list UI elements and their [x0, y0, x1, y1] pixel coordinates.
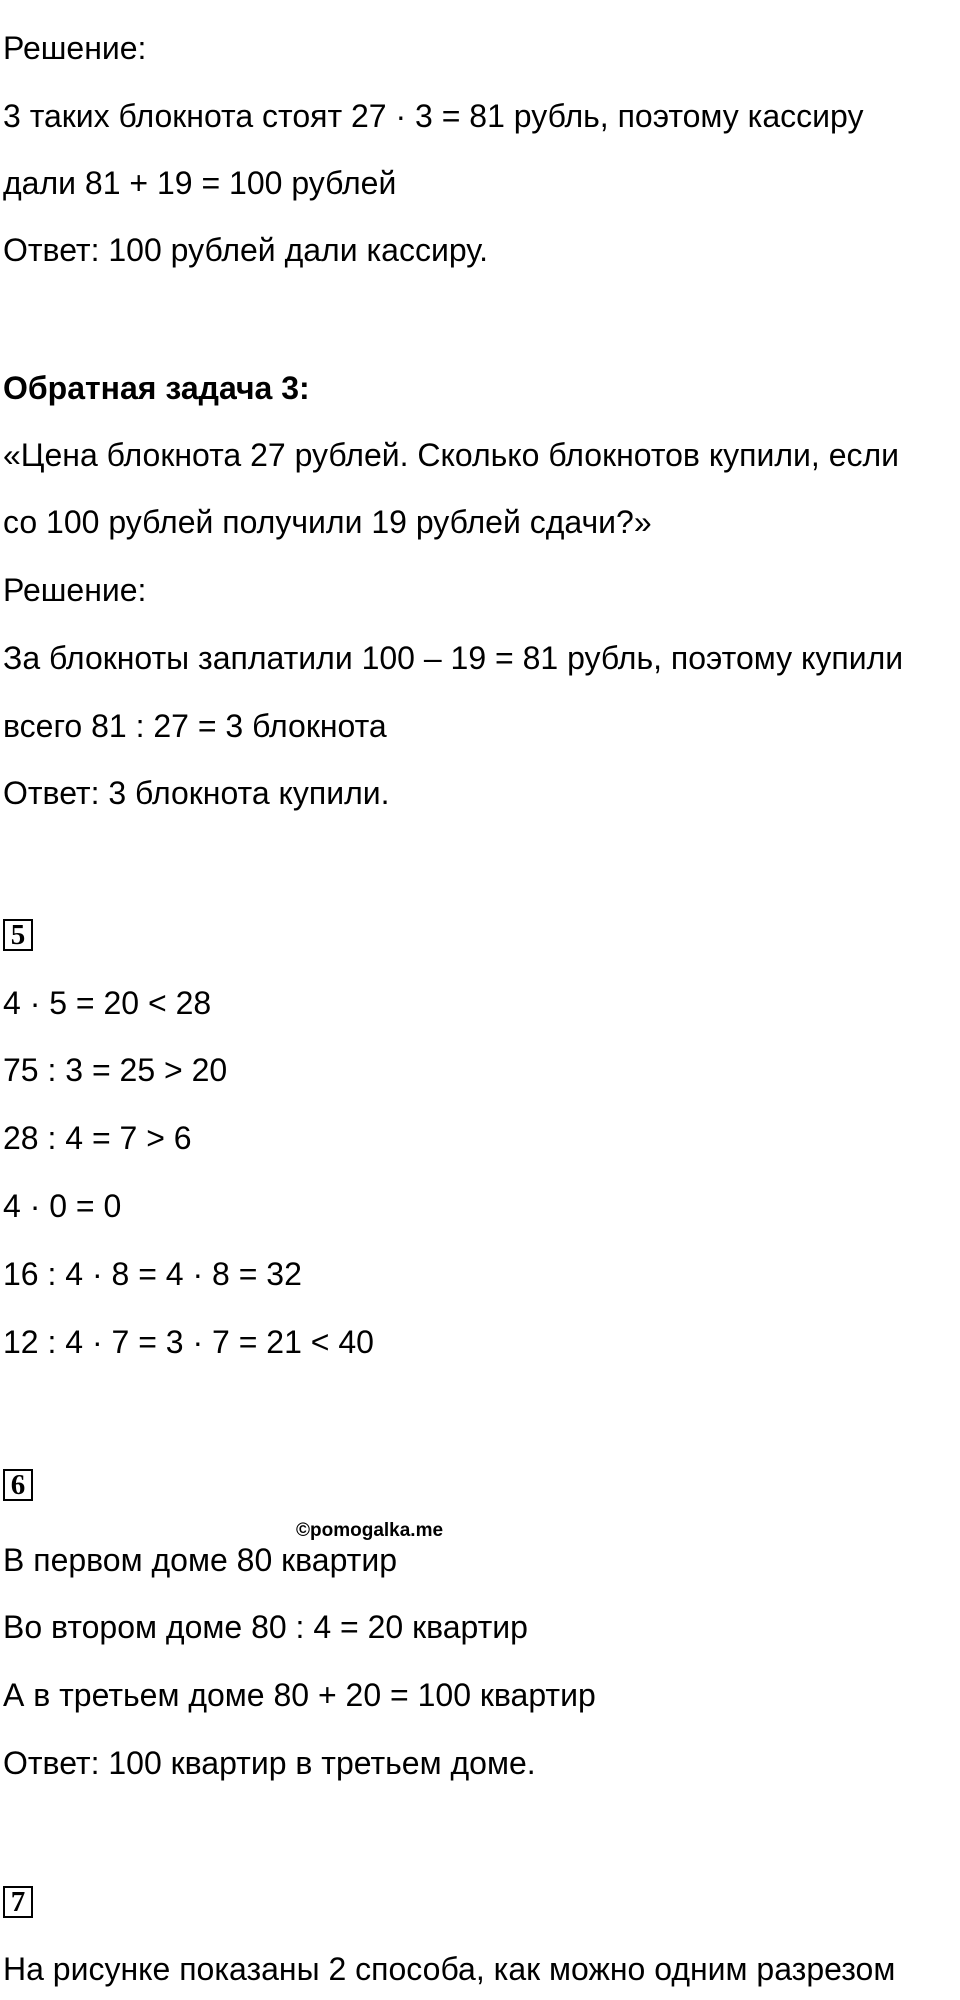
solution-line-2: дали 81 + 19 = 100 рублей: [3, 165, 397, 201]
watermark: ©pomogalka.me: [296, 1520, 444, 1541]
inverse-task-3-title: Обратная задача 3:: [3, 370, 310, 406]
solution-line-1: 3 таких блокнота стоят 27 · 3 = 81 рубль, поэтому кассиру: [3, 98, 864, 134]
task-6-number-box: 6: [3, 1469, 33, 1501]
task-6-line-1: В первом доме 80 квартир: [3, 1542, 397, 1578]
task-5-line-5: 16 : 4 · 8 = 4 · 8 = 32: [3, 1256, 302, 1292]
task-5-line-6: 12 : 4 · 7 = 3 · 7 = 21 < 40: [3, 1324, 374, 1360]
task-6-line-3: А в третьем доме 80 + 20 = 100 квартир: [3, 1677, 596, 1713]
task-5-line-2: 75 : 3 = 25 > 20: [3, 1052, 228, 1088]
inverse-task-3-solution-label: Решение:: [3, 572, 147, 608]
task-5-number-box: 5: [3, 919, 33, 951]
inverse-task-3-solution-line-2: всего 81 : 27 = 3 блокнота: [3, 708, 387, 744]
inverse-task-3-question-line-1: «Цена блокнота 27 рублей. Сколько блокнотов купили, если: [3, 437, 900, 473]
task-7-line-1: На рисунке показаны 2 способа, как можно одним разрезом: [3, 1951, 896, 1987]
inverse-task-3-solution-line-1: За блокноты заплатили 100 – 19 = 81 рубль, поэтому купили: [3, 640, 904, 676]
task-5-line-4: 4 · 0 = 0: [3, 1188, 122, 1224]
inverse-task-3-question-line-2: со 100 рублей получили 19 рублей сдачи?»: [3, 504, 652, 540]
task-5-line-3: 28 : 4 = 7 > 6: [3, 1120, 192, 1156]
task-6-line-2: Во втором доме 80 : 4 = 20 квартир: [3, 1609, 528, 1645]
solution-answer: Ответ: 100 рублей дали кассиру.: [3, 232, 488, 268]
inverse-task-3-answer: Ответ: 3 блокнота купили.: [3, 775, 390, 811]
task-6-line-4: Ответ: 100 квартир в третьем доме.: [3, 1745, 536, 1781]
solution-heading: Решение:: [3, 30, 147, 66]
task-7-number-box: 7: [3, 1886, 33, 1918]
task-5-line-1: 4 · 5 = 20 < 28: [3, 985, 212, 1021]
